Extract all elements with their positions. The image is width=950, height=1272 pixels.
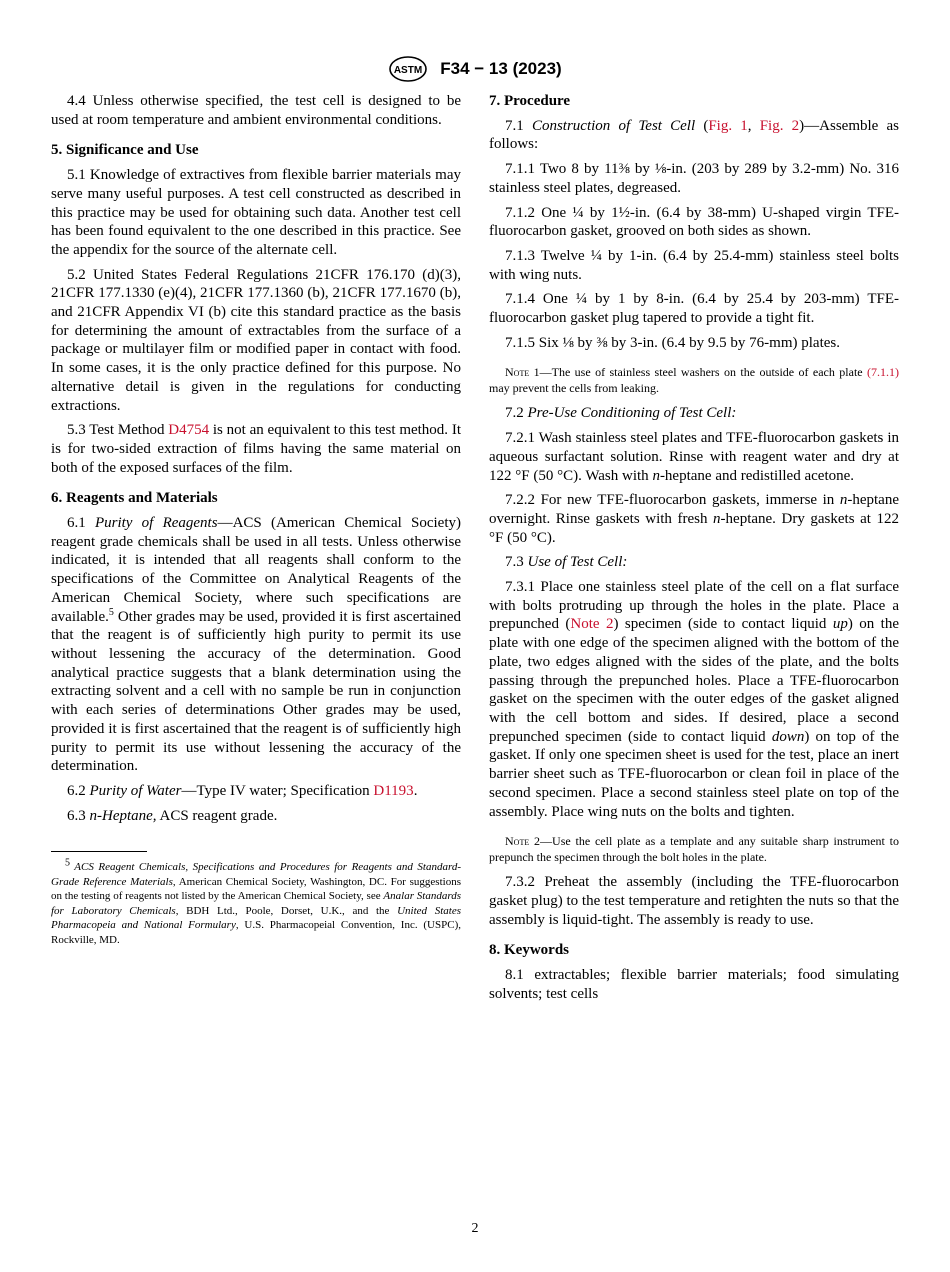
paragraph-7-1-1: 7.1.1 Two 8 by 11⅜ by ⅛-in. (203 by 289 by 3.2-mm) No. 316 stainless steel plates, degreased. bbox=[489, 161, 899, 196]
link-note-2[interactable]: Note 2 bbox=[570, 616, 614, 633]
footnote-ref-5[interactable]: 5 bbox=[108, 606, 114, 618]
paragraph-7-3-2: 7.3.2 Preheat the assembly (including the TFE-fluorocarbon gasket plug) to the test temperature and retighten the nuts so that the assembly is liquid-tight. The assembly is ready to use. bbox=[489, 874, 899, 928]
page-header bbox=[0, 56, 950, 82]
link-7-1-1[interactable]: (7.1.1) bbox=[867, 365, 900, 380]
paragraph-5-3: 5.3 Test Method D4754 is not an equivalent to this test method. It is for two-sided extraction of films having the same material on both of the exposed surfaces of the film. bbox=[51, 422, 461, 476]
paragraph-7-2-1: 7.2.1 Wash stainless steel plates and TFE-fluorocarbon gaskets in aqueous surfactant solution. Rinse with reagent water and dry at 122 °F (50 °C). Wash with n-heptane and redistilled acetone. bbox=[489, 430, 899, 484]
designation-title: F34 − 13 (2023) bbox=[440, 59, 562, 78]
note-2: Note 2—Use the cell plate as a template and any suitable sharp instrument to prepunch the specimen through the bolt holes in the plate. bbox=[489, 834, 899, 865]
paragraph-6-2: 6.2 Purity of Water—Type IV water; Specification D1193. bbox=[67, 782, 418, 799]
astm-logo-icon bbox=[388, 56, 428, 82]
paragraph-7-3-1: 7.3.1 Place one stainless steel plate of the cell on a flat surface with bolts protruding up through the holes in the plate. Place a prepunched (Note 2) specimen (side to contact liquid up) on the plate with one edge of the specimen aligned with the bottom of the plate, two edges aligned with the sides of the plate, and the bolts passing through the prepunched holes. Place a TFE-fluorocarbon gasket on the specimen with the outer edges of the gasket aligned with the cell bottom and sides. If desired, place a second prepunched specimen (side to contact liquid down) on top of the gasket. If only one specimen sheet is used for the test, place an inert barrier sheet such as TFE-fluorocarbon or clean foil in place of the second specimen. Place a second stainless steel plate on top of the assembly. Place wing nuts on the bolts and tighten. bbox=[489, 579, 900, 820]
paragraph-7-1-3: 7.1.3 Twelve ¼ by 1-in. (6.4 by 25.4-mm) stainless steel bolts with wing nuts. bbox=[489, 247, 899, 283]
section-8-heading: 8. Keywords bbox=[489, 942, 569, 959]
paragraph-8-1: 8.1 extractables; flexible barrier materials; food simulating solvents; test cells bbox=[489, 967, 899, 1002]
paragraph-7-3: 7.3 Use of Test Cell: bbox=[505, 554, 628, 571]
paragraph-5-1: 5.1 Knowledge of extractives from flexible barrier materials may serve many useful purposes. A test cell constructed as described in this practice may be used for obtaining such data. Another test cell has been found equivalent to the one described in this practice. See the appendix for the source of the alternate cell. bbox=[51, 167, 461, 258]
paragraph-7-1: 7.1 Construction of Test Cell (Fig. 1, Fig. 2)—Assemble as follows: bbox=[489, 117, 900, 153]
note-1: Note 1—The use of stainless steel washers on the outside of each plate (7.1.1) may prevent the cells from leaking. bbox=[489, 365, 900, 396]
paragraph-4-4: 4.4 Unless otherwise specified, the test cell is designed to be used at room temperature and ambient environmental conditions. bbox=[51, 93, 461, 128]
section-5-heading: 5. Significance and Use bbox=[51, 142, 199, 159]
paragraph-7-1-5: 7.1.5 Six ⅛ by ⅜ by 3-in. (6.4 by 9.5 by 76-mm) plates. bbox=[505, 334, 840, 351]
paragraph-6-1: 6.1 Purity of Reagents—ACS (American Chemical Society) reagent grade chemicals shall be used in all tests. Unless otherwise indicated, it is intended that all reagents shall conform to the specifications of the Committee on Analytical Reagents of the American Chemical Society, where such specifications are available.$^5$ Other grades may be used, provided it is first ascertained that the reagent is of sufficiently high purity to permit its use without lessening the accuracy of the determination. Good analytical practice suggests that a blank determination using the extracting solvent and a cell with no sample be run in conjunction with each series of determinations Other grades may be used, provided it is first ascertained that the reagent is of sufficiently high purity to permit its use without lessening the accuracy of the determination. bbox=[51, 515, 461, 775]
footnote-5: $^5$ ACS Reagent Chemicals, Specifications and Procedures for Reagents and Standard-Grade Reference Materials, American Chemical Society, Washington, DC. For suggestions on the testing of reagents not listed by the American Chemical Society, see Analar Standards for Laboratory Chemicals, BDH Ltd., Poole, Dorset, U.K., and the United States Pharmacopeia and National Formulary, U.S. Pharmacopeial Convention, Inc. (USPC), Rockville, MD. bbox=[51, 857, 461, 946]
paragraph-7-1-4: 7.1.4 One ¼ by 1 by 8-in. (6.4 by 25.4 by 203-mm) TFE-fluorocarbon gasket plug tapered to provide a tight fit. bbox=[489, 291, 899, 327]
paragraph-5-2: 5.2 United States Federal Regulations 21CFR 176.170 (d)(3), 21CFR 177.1330 (e)(4), 21CFR 177.1360 (b), 21CFR 177.1670 (b), and 21CFR Appendix VI (b) cite this standard practice as the basis for determining the amount of extractables from the surface of a package or multilayer film or modified paper in contact with food. In some cases, it is the only practice defined for this purpose. No alternative detail is given in the regulations for conducting extractions. bbox=[51, 266, 461, 414]
paragraph-7-2: 7.2 Pre-Use Conditioning of Test Cell: bbox=[505, 405, 737, 422]
link-d1193[interactable]: D1193 bbox=[373, 782, 414, 799]
section-6-heading: 6. Reagents and Materials bbox=[51, 490, 218, 507]
right-column bbox=[489, 92, 899, 1009]
paragraph-7-1-2: 7.1.2 One ¼ by 1½-in. (6.4 by 38-mm) U-shaped virgin TFE-fluorocarbon gasket, grooved on both sides as shown. bbox=[489, 204, 899, 240]
paragraph-6-3: 6.3 n-Heptane, ACS reagent grade. bbox=[67, 807, 278, 824]
link-fig-1[interactable]: Fig. 1 bbox=[708, 117, 748, 134]
svg-text:ASTM: ASTM bbox=[394, 65, 423, 76]
page-number: 2 bbox=[471, 1221, 479, 1236]
footnote-divider bbox=[51, 851, 147, 852]
link-d4754[interactable]: D4754 bbox=[168, 422, 210, 439]
left-column bbox=[51, 92, 461, 947]
link-fig-2[interactable]: Fig. 2 bbox=[759, 117, 800, 134]
section-7-heading: 7. Procedure bbox=[489, 93, 571, 109]
paragraph-7-2-2: 7.2.2 For new TFE-fluorocarbon gaskets, immerse in n-heptane overnight. Rinse gaskets with fresh n-heptane. Dry gaskets at 122 °F (50 °C). bbox=[489, 492, 900, 546]
